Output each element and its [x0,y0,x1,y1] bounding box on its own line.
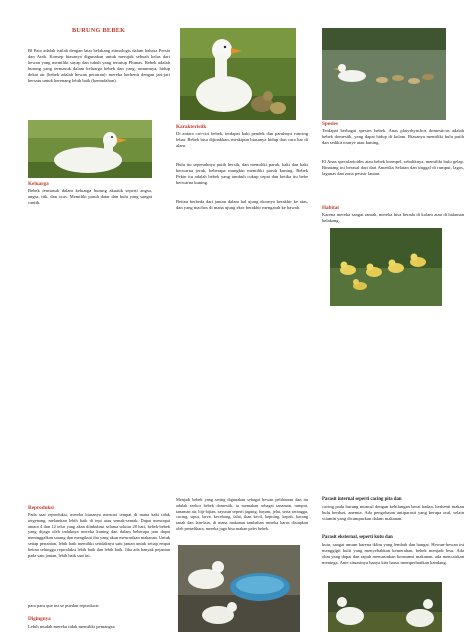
parasit-internal-paragraph: cacing pada burung muncul dengan kehilangan berat badan, berhenti makan bulu berduri, anemia. Ada pengobatan antiparasit yang berupa oral, selain vitamin yang dicampurkan dalam makanan. [322,504,464,522]
reproduksi-heading: Reproduksi [28,505,54,511]
digingnya-tail: Lebih mudah mereka tidak memiliki pemangsa [28,624,115,629]
habitat-heading: Habitat [322,205,340,211]
intro-paragraph: Bl Pato adalah istilah dengan latar belakang etimologis dalam bahasa Persia dan Arab. Konsep biasanya digunakan untuk merujuk sebuah kelas dari hewan yang memiliki sayap dan tubuh yang tertutup Plumas. Bebek adalah burung yang termasuk dalam keluarga bebek dan yang, umumnya, hidup dekat air (bebek adalah hewan perairan): mereka berhenti dengan jari-jari bersatu untuk berenang lebih baik (kemudahan). [28,48,170,84]
parasit-eksternal-paragraph: kutu, sangat umum karena iklim yang lembab dan hangat. Hewan-hewan ini menggigit kulit yang menyebabkan kemerahan, bebek menjadi lesu. Ada obat yang dapat dan rapuh menurunkan konsumsi makanan, ada mencairkan mentega. Ante situasinya hanya kita harus memperhatikan kandang. [322,542,464,566]
makanan-paragraph: Menjadi bebek yang sering digunakan sebagai hewan peliharaan dan itu adalah seekor bebek domestik, ia memakan sebagai tanaman, rumput, tanaman air, biji-bijian, sayuran seperti jagung, bayam, jelai, serta serangga, cacing, siput, larva, kecebong, lalat, ikan kecil, kepiting, kepah, kacang tanah dan lain-lain, di mana makanan tambahan mereka harus disiapkan oleh pemelihara, mereka juga bisa makan pelet bebek. [176,497,308,531]
karakteristik-paragraph-2: Bulu itu sepenuhnya putih bersih, dan memiliki paruh, kaki dan kaki berwarna jeruk, beberapa mungkin memiliki paruh kuning. Bebek Pekin itu adalah bebek yang tumbuh cukup cepat dan ketika itu bebe berwarna kuning. [176,162,308,186]
spesies-heading: Spesies [322,121,338,127]
parasit-internal-heading: Parasit internal seperti cacing pita dan [322,497,402,502]
habitat-paragraph: Karena mereka sangat ramah, mereka bisa berada di kolam atau di halaman belakang. [322,212,464,224]
keluarga-heading: Keluarga [28,181,49,187]
karakteristik-paragraph-3: Betina berbeda dari jantan dalam hal ujung ekornya berakhir ke atas, dan yang machos di mana ujung ekor berakhir mengarah ke bawah. [176,199,308,211]
keluarga-paragraph: Bebek termasuk dalam keluarga burung akuatik seperti angsa, angsa, itik, dan ocas. Memiliki paruh datar dan bulu yang sangat cantik. [28,188,152,206]
white-duck-on-grass-photo [28,120,152,178]
page-title: BURUNG BEBEK [72,27,126,34]
digingnya-heading: Digingnya [28,616,51,622]
spesies-paragraph-2: El Anas specularioides atau bebek krempel, sebaliknya, memiliki bulu gelap. Binatang ini berasal dari dari Amerika Selatan dan tinggal di rumput, lagos, lagunas dan zona pesisir lautan. [322,159,464,177]
white-ducks-photo [328,582,442,632]
spesies-paragraph-1: Terdapat berbagai spesies bebek. Anas platyrhynchos domesticus adalah bebek domestik, yang dapat hidup di kolam. Biasanya memiliki bulu putih dan sedikit oranye atau kuning. [322,128,464,146]
duck-with-ducklings-photo [180,28,296,120]
reproduksi-tail: para para que asi se puedan reproducir. [28,603,100,608]
ducks-eating-photo [178,545,300,632]
ducks-on-pond-photo [322,28,446,120]
karakteristik-paragraph-1: Di antara ciri-ciri bebek, terdapat kaki pendek dan paruhnya runcing lebar. Bebek bisa dijinakkan, meskipun biasanya hidup dari cara liar di alam. [176,131,308,149]
ducklings-photo [330,228,442,306]
parasit-eksternal-heading: Parasit eksternal, seperti kutu dan [322,535,393,540]
reproduksi-paragraph: Pada saat reproduksi, mereka biasanya mencari tempat di mana kaki tidak tergenang, melainkan lebih baik di tepi atau semak-semak. Dapat mencapai antara 4 dan 12 telur yang akan diinkubasi selama sekitar 28 hari, bebek-bebek yang dijaga oleh induknya mereka kuning dan dalam beberapa jam dapat meninggalkan sarang dan mengikuti ibu yang akan mencarikan makanan. Untuk setiap pertanian, lebih baik memiliki setidaknya satu jantan untuk setiap empat betina sehingga reproduksi lebih baik dan lebih baik. Jika ada banyak pejantan pada satu jantan, lebih baik saat ini. [28,512,170,558]
karakteristik-heading: Karakteristik [176,124,207,130]
